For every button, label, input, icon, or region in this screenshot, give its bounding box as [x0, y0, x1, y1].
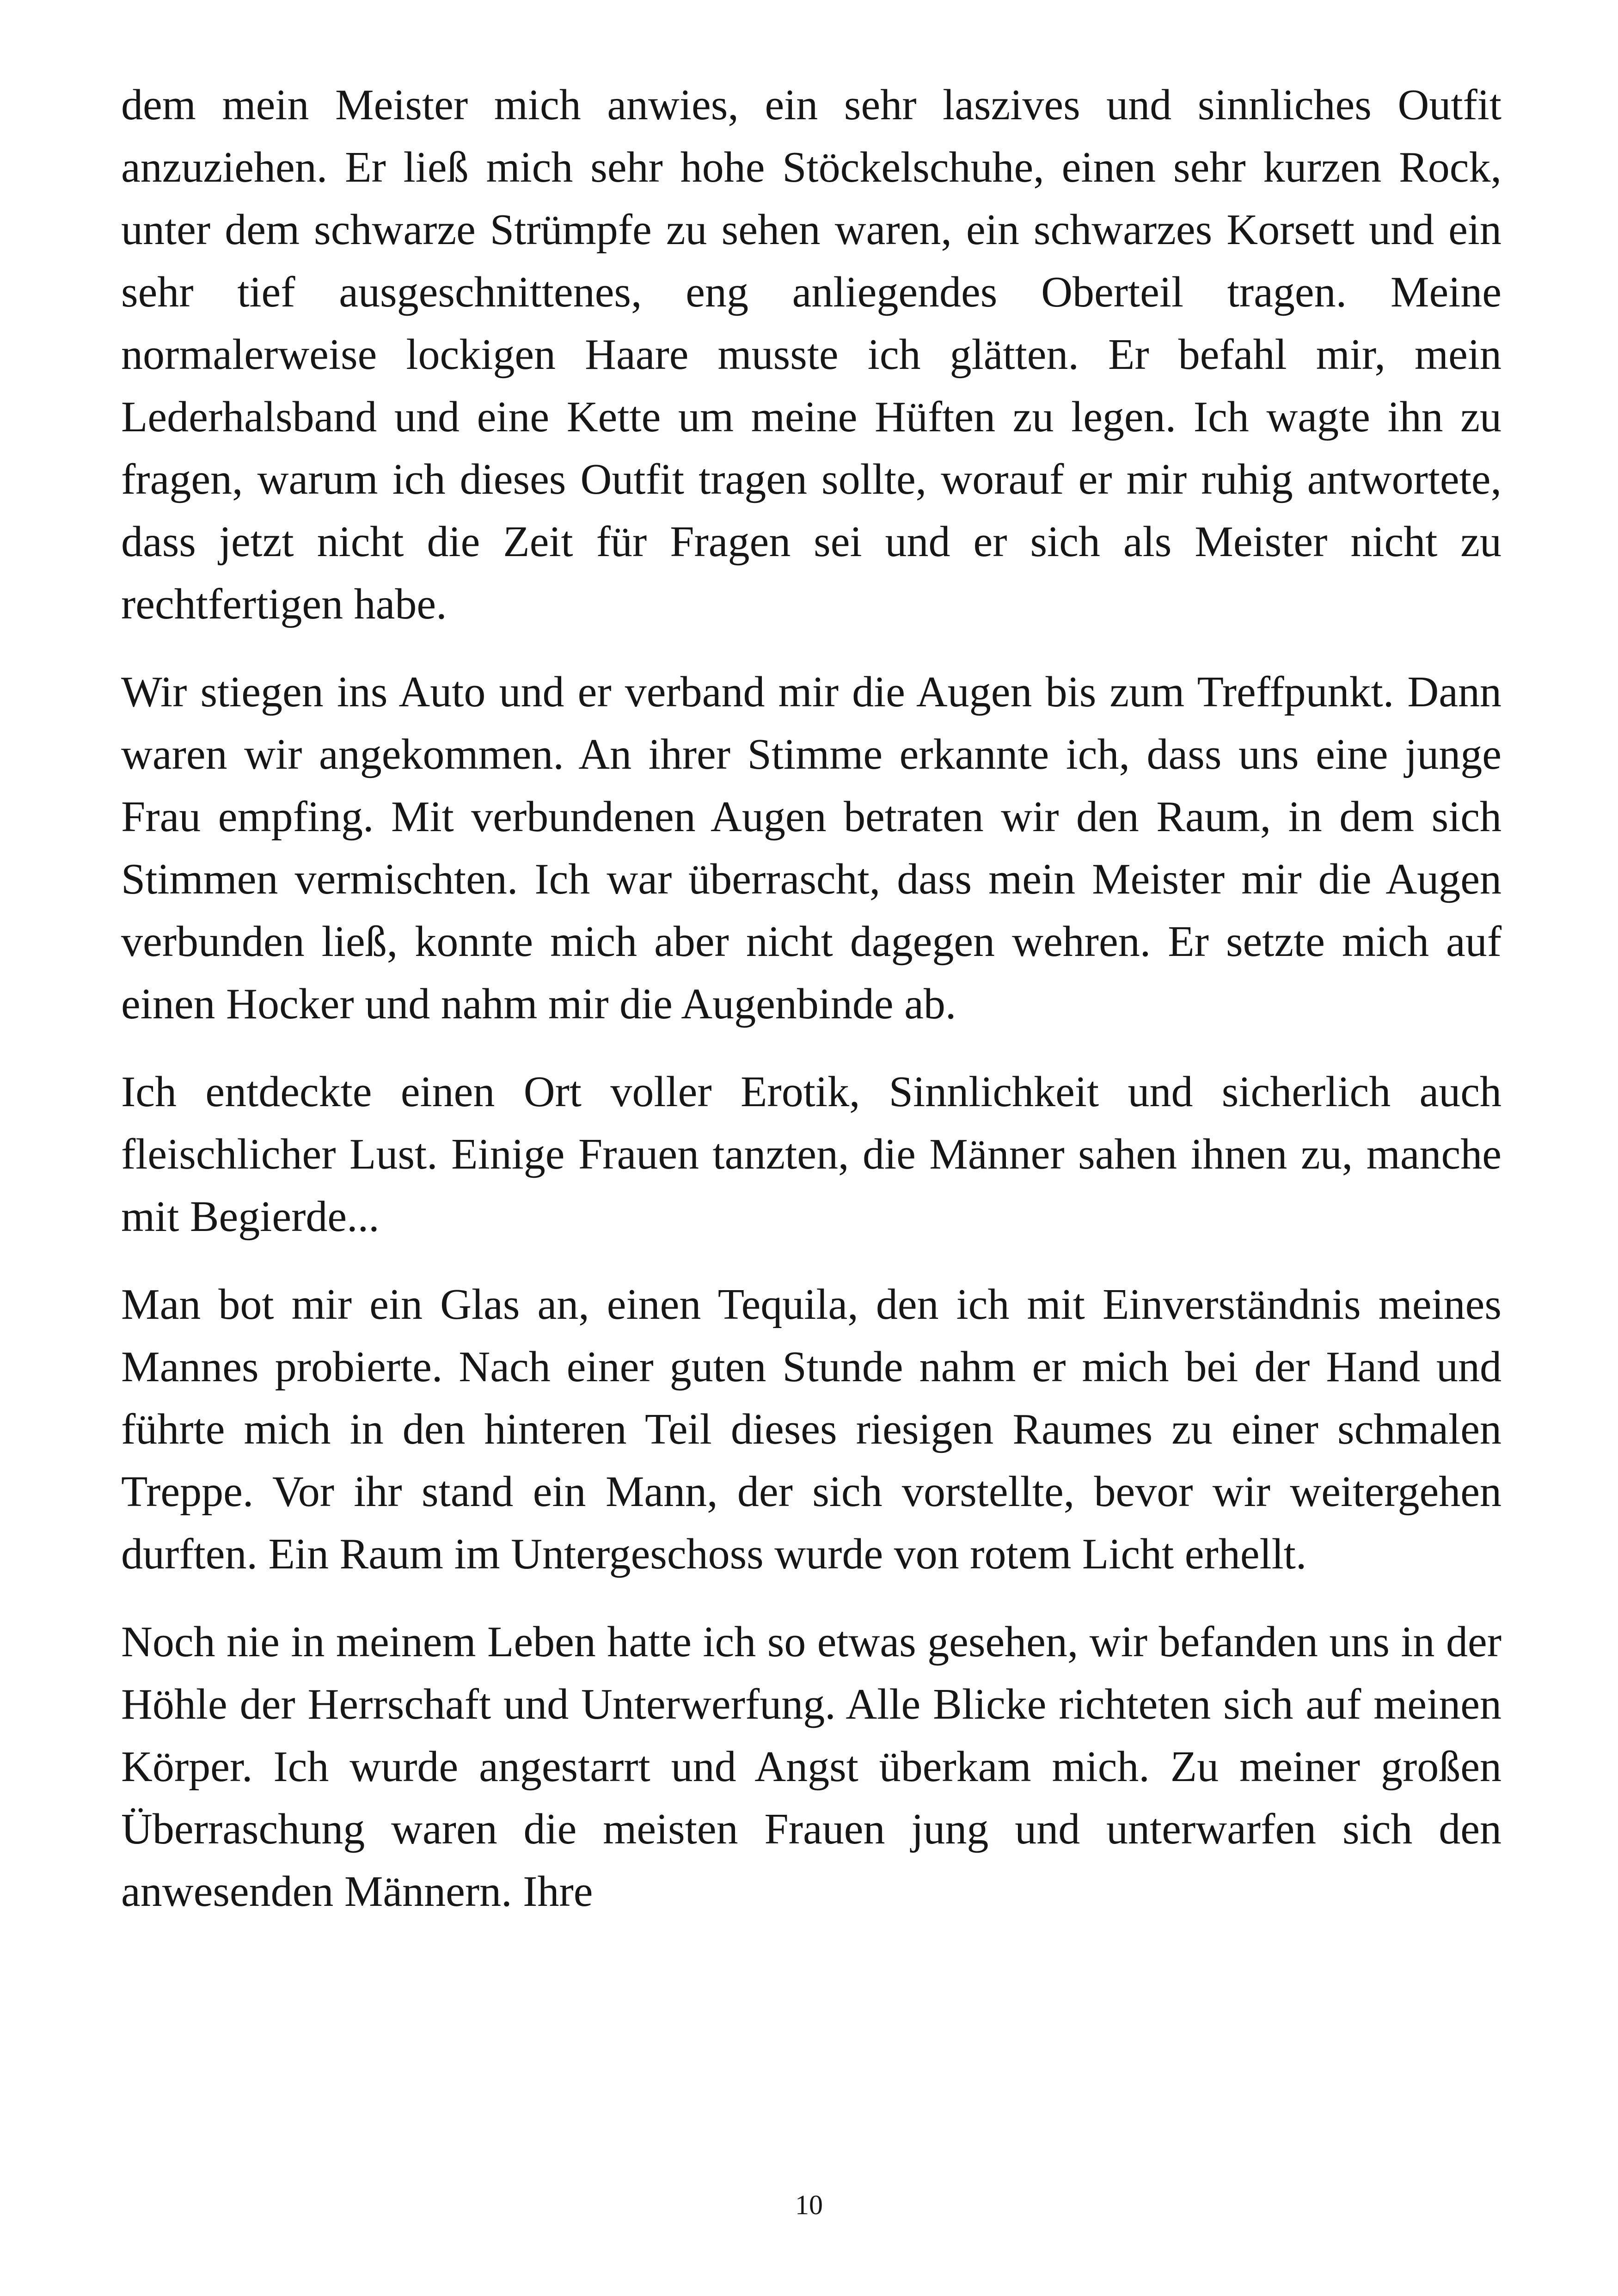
page-body [121, 74, 1502, 2247]
paragraph: Man bot mir ein Glas an, einen Tequila, den ich mit Einverständnis meines Mannes probierte. Nach einer guten Stunde nahm er mich bei der Hand und führte mich in den hinteren Teil dieses riesigen Raumes zu einer schmalen Treppe. Vor ihr stand ein Mann, der sich vorstellte, bevor wir weitergehen durften. Ein Raum im Untergeschoss wurde von rotem Licht erhellt. [121, 1280, 1502, 1578]
paragraph: Noch nie in meinem Leben hatte ich so etwas gesehen, wir befanden uns in der Höhle der Herrschaft und Unterwerfung. Alle Blicke richteten sich auf meinen Körper. Ich wurde angestarrt und Angst überkam mich. Zu meiner großen Überraschung waren die meisten Frauen jung und unterwarfen sich den anwesenden Männern. Ihre [121, 1618, 1502, 1916]
paragraph: dem mein Meister mich anwies, ein sehr laszives und sinnliches Outfit anzuziehen. Er ließ mich sehr hohe Stöckelschuhe, einen sehr kurzen Rock, unter dem schwarze Strümpfe zu sehen waren, ein schwarzes Korsett und ein sehr tief ausgeschnittenes, eng anliegendes Oberteil tragen. Meine normalerweise lockigen Haare musste ich glätten. Er befahl mir, mein Lederhalsband und eine Kette um meine Hüften zu legen. Ich wagte ihn zu fragen, warum ich dieses Outfit tragen sollte, worauf er mir ruhig antwortete, dass jetzt nicht die Zeit für Fragen sei und er sich als Meister nicht zu rechtfertigen habe. [121, 81, 1502, 628]
paragraph: Ich entdeckte einen Ort voller Erotik, Sinnlichkeit und sicherlich auch fleischlicher Lust. Einige Frauen tanzten, die Männer sahen ihnen zu, manche mit Begierde... [121, 1068, 1502, 1241]
page-number: 10 [795, 2190, 823, 2220]
paragraph: Wir stiegen ins Auto und er verband mir die Augen bis zum Treffpunkt. Dann waren wir angekommen. An ihrer Stimme erkannte ich, dass uns eine junge Frau empfing. Mit verbundenen Augen betraten wir den Raum, in dem sich Stimmen vermischten. Ich war überrascht, dass mein Meister mir die Augen verbunden ließ, konnte mich aber nicht dagegen wehren. Er setzte mich auf einen Hocker und nahm mir die Augenbinde ab. [121, 668, 1502, 1028]
